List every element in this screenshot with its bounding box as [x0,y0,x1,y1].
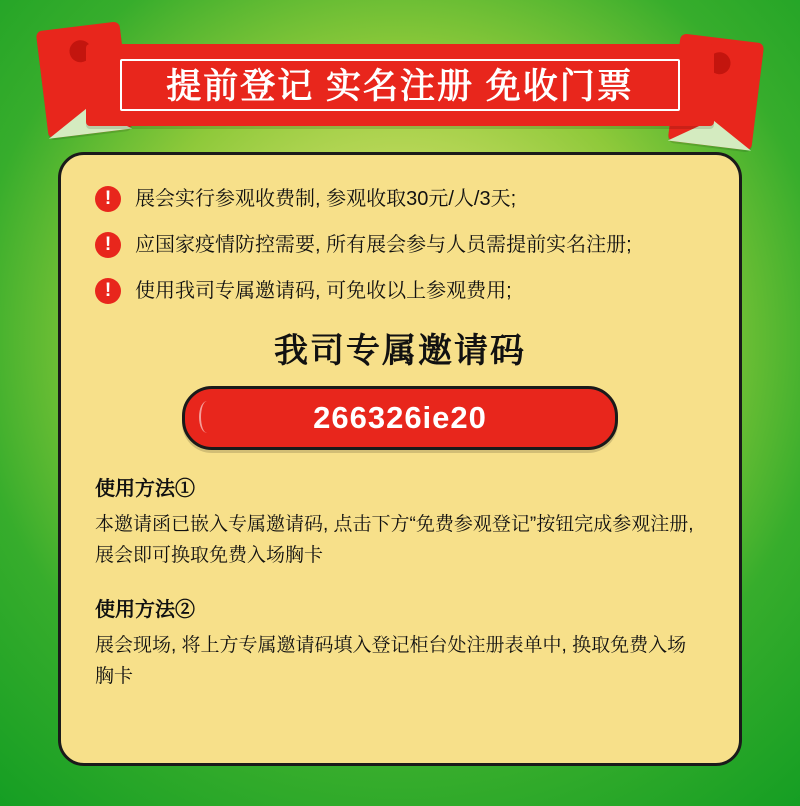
notice-text: 展会实行参观收费制, 参观收取30元/人/3天; [135,188,517,210]
method-body: 本邀请函已嵌入专属邀请码, 点击下方“免费参观登记”按钮完成参观注册, 展会即可换取免费入场胸卡 [95,514,694,566]
method-block-2 [95,593,705,692]
method-body: 展会现场, 将上方专属邀请码填入登记柜台处注册表单中, 换取免费入场胸卡 [95,635,687,687]
pill-notch-decoration [199,401,215,433]
list-item [95,185,705,213]
notice-list [95,185,705,305]
invite-code-heading: 我司专属邀请码 [274,332,526,370]
invite-code-pill[interactable] [182,386,618,450]
list-item [95,231,705,259]
notice-text: 使用我司专属邀请码, 可免收以上参观费用; [135,280,512,302]
info-card [58,152,742,766]
banner-wrap [40,22,760,152]
exclamation-icon: ! [95,278,121,304]
method-block-1 [95,472,705,571]
banner-inner-frame [120,59,680,111]
exclamation-icon: ! [95,186,121,212]
list-item [95,277,705,305]
notice-text: 应国家疫情防控需要, 所有展会参与人员需提前实名注册; [135,234,632,256]
invite-code-value: 266326ie20 [313,400,487,435]
method-title: 使用方法② [95,599,195,621]
banner-title: 提前登记 实名注册 免收门票 [166,67,634,106]
method-title: 使用方法① [95,478,195,500]
banner [86,44,714,126]
exclamation-icon: ! [95,232,121,258]
